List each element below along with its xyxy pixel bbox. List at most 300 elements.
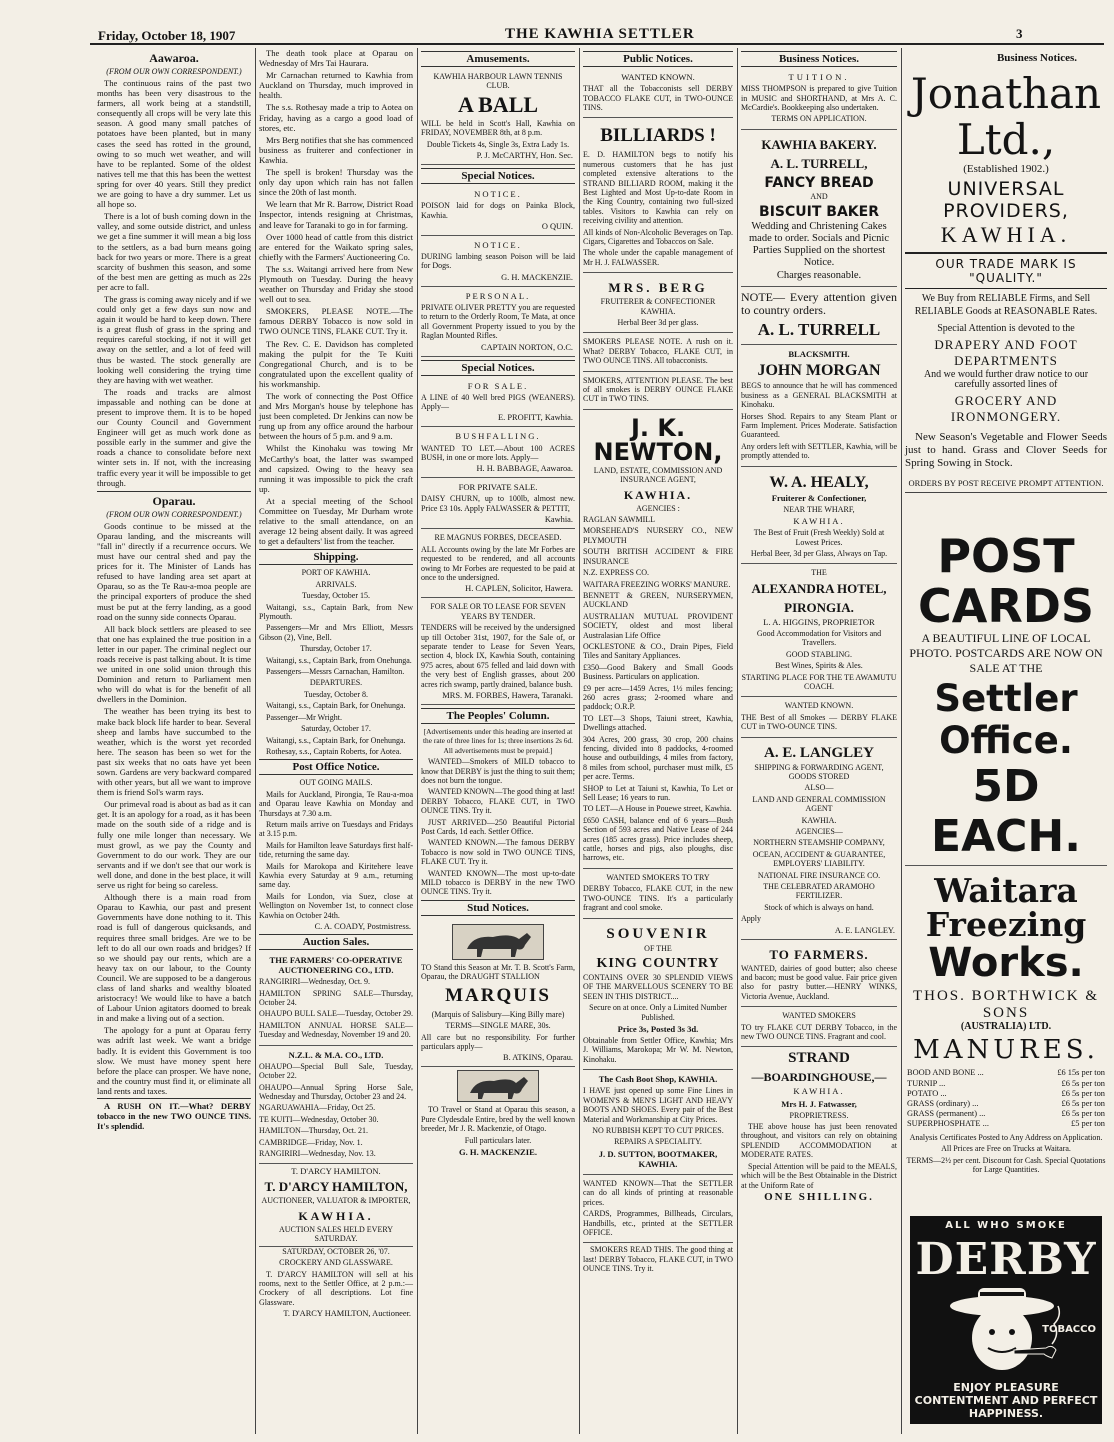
manure-item: POTATO ... [907,1088,947,1098]
table-row [905,1068,1107,1078]
langley-signature: A. E. LANGLEY. [834,925,895,935]
nzl-name: N.Z.L. & M.A. CO., LTD. [288,1049,384,1060]
souvenir-price: Price 3s, Posted 3s 3d. [617,1023,699,1034]
public-notices-heading: Public Notices. [583,51,733,67]
postcards-price: 5D EACH. [931,761,1081,863]
farmers-coop-name: THE FARMERS' CO-OPERATIVE AUCTIONEERING CO., LTD. [269,955,403,976]
fancy-bread: FANCY BREAD [764,174,874,191]
agency-item: WAITARA FREEZING WORKS' MANURE. [583,579,731,589]
borthwick-aus: (AUSTRALIA) LTD. [960,1021,1052,1033]
hotel-wines: Best Wines, Spirits & Ales. [775,661,863,671]
notice-heading: NOTICE. [474,189,522,200]
jonathan-further: And we would further draw notice to our carefully assorted lines of [923,369,1089,391]
private-heading: FOR PRIVATE SALE. [458,482,538,493]
tuition-heading: TUITION. [788,72,850,82]
marquis-stallion-ad [421,919,575,1067]
manure-item: SUPERPHOSPHATE ... [907,1119,989,1129]
agency-item: SOUTH BRITISH ACCIDENT & FIRE INSURANCE [583,547,733,566]
peoples-item: WANTED KNOWN.—The famous DERBY Tobacco is now sold in TWO OUNCE TINS, FLAKE CUT. Try it. [421,838,575,867]
hotel-name: ALEXANDRA HOTEL, [751,580,887,596]
post-office-heading: Post Office Notice. [259,759,413,775]
wanted-smokers-ad-2 [741,1009,897,1047]
smokers-read-ad: SMOKERS READ THIS. The good thing at last! DERBY Tobacco, FLAKE CUT, in TWO OUNCE TINS. Try it. [583,1245,733,1274]
manure-price: £6 15s per ton [1057,1068,1105,1078]
mail-notice: Mails for Marokopa and Kiritehere leave Kawhia every Saturday at 9 a.m., returning same day. [259,861,413,890]
billiards-text: E. D. HAMILTON begs to notify his numerous customers that he has just completed extensive alterations to the STRAND BILLIARD ROOM, making it the Best Lighted and Most Up-to-date Room in the King Country, containing two full-sized tables. Visitors to Kawhia can rely on receiving civility and attention. [583,150,733,226]
langley-land: LAND AND GENERAL COMMISSION AGENT [752,794,886,814]
derby-tagline: ALL WHO SMOKE [945,1220,1067,1231]
lease-tender-ad [421,600,575,705]
forbes-estate-ad [421,531,575,598]
wanted-smokers-ad [583,871,733,919]
hotel-proprietor: L. A. HIGGINS, PROPRIETOR [763,616,875,627]
langley-apply: Apply [741,914,761,924]
table-row [905,1119,1107,1129]
departure-line: Passenger—Mr Wright. [266,712,342,722]
tennis-club: KAWHIA HARBOUR LAWN TENNIS CLUB. [433,72,563,91]
sale-entry: OHAUPO—Annual Spring Horse Sale, Wednesday and Thursday, October 23 and 24. [259,1082,413,1101]
smokers-attention-ad [583,374,733,410]
property-listing: 304 Acres, 200 grass, 30 crop, 200 chains fencing, divided into 8 paddocks, 4-roomed house and outbuildings, 4 miles from factory, 8 miles from school, purchaser must milk, £5 per acre. Terms. [583,734,733,782]
table-row [905,1079,1107,1089]
blacksmith-heading: BLACKSMITH. [788,349,850,360]
borthwick-name: THOS. BORTHWICK & SONS [912,988,1099,1022]
article-paragraph: The apology for a punt at Oparau ferry was adrift last week. We want a bridge badly. It is evident this Government is too slow. We must have money spent here before the place can prosper. We have none, and the country must find it, or eliminate all land rents and taxes. [97,1025,251,1096]
sale-entry: HAMILTON—Thursday, Oct. 21. [259,1126,369,1136]
wanted-known-heading: WANTED KNOWN. [621,72,695,82]
peoples-item: WANTED KNOWN—The most up-to-date MILD tobacco is DERBY in the new TWO OUNCE TINS. Try it. [421,868,575,897]
morgan-name: JOHN MORGAN [757,362,881,380]
strand-title: STRAND [788,1050,850,1067]
amusements-heading: Amusements. [421,51,575,67]
lease-heading: FOR SALE OR TO LEASE FOR SEVEN YEARS BY TENDER. [430,602,566,621]
table-row [905,1099,1107,1109]
property-listing: TO LET—A House in Pouewe street, Kawhia. [583,804,732,814]
mail-notice: Mails for Auckland, Pirongia, Te Rau-a-moa and Oparau leave Kawhia on Monday and Thursdays at 7.30 a.m. [259,789,413,818]
healy-fruit: The Best of Fruit (Fresh Weekly) Sold at Lowest Prices. [753,528,885,547]
hamilton-name: T. D'ARCY HAMILTON, [264,1179,408,1195]
manure-item: GRASS (ordinary) ... [907,1099,979,1109]
wanted-smokers-heading: WANTED SMOKERS TO TRY [606,872,710,882]
lambing-notice [421,238,575,287]
hamilton-every: AUCTION SALES HELD EVERY SATURDAY. [279,1224,393,1244]
stud-care: All care but no responsibility. For further particulars apply— [421,1032,575,1051]
lease-text: TENDERS will be received by the undersigned up till October 31st, 1907, for the Sale of, or separate tender to Lease for Seven Years, section 4, block IX, Kawhia South, containing 975 acres, about 675 felled and laid down with the very best of English grasses, about 200 acres rich swamp, partly drained, balance bush. [421,623,575,689]
printing-cards: CARDS, Programmes, Billheads, Circulars, Handbills, etc., printed at the SETTLER OFFICE. [583,1209,733,1237]
langley-agency: NATIONAL FIRE INSURANCE CO. [757,870,881,880]
farmers-coop-ad [259,953,413,1046]
aawaroa-article [97,78,251,488]
mail-notice: Return mails arrive on Tuesdays and Fridays at 3.15 p.m. [259,819,413,839]
peoples-item: WANTED KNOWN—The good thing at last! DERBY Tobacco, FLAKE CUT, in TWO OUNCE TINS. Try it. [421,787,575,816]
news-item: We learn that Mr R. Barrow, District Road Inspector, intends resigning at Christmas, and leave for Taranaki to go in for farming. [259,199,413,230]
billiards-title: BILLIARDS ! [600,125,716,147]
newspaper-title: THE KAWHIA SETTLER [505,26,695,42]
manure-item: GRASS (permanent) ... [907,1109,986,1119]
departure-line: Saturday, October 17. [301,724,371,734]
notice-signature: O QUIN. [541,221,573,231]
bushfalling-ad [421,429,575,478]
morgan-text: BEGS to announce that he will has commenced business as a GENERAL BLACKSMITH at Kinohaku. [741,381,897,410]
turrell-name-large: A. L. TURRELL [757,320,881,340]
news-item: At a special meeting of the School Committee on Tuesday, Mr Durham wrote relative to the small attendance, on an average 12 being absent daily. It was agreed to get a defaulters' list from the teacher. [259,495,413,547]
table-row [905,1109,1107,1119]
special-notices-heading: Special Notices. [421,360,575,376]
newton-sub: LAND, ESTATE, COMMISSION AND INSURANCE AGENT, [593,465,723,485]
forsale-heading: FOR SALE. [467,380,529,391]
derby-brand: DERBY [915,1234,1097,1285]
turrell-note: NOTE— Every attention given to country orders. [741,290,897,318]
agency-item: RAGLAN SAWMILL [583,515,656,525]
wanted-known-text: THE Best of all Smokes — DERBY FLAKE CUT in TWO-OUNCE TINS. [741,712,897,732]
manure-price: £6 5s per ton [1061,1078,1105,1088]
stud-notices-heading: Stud Notices. [421,900,575,916]
printing-wanted: WANTED KNOWN—That the SETTLER can do all kinds of printing at reasonable prices. [583,1178,733,1207]
manure-analysis: Analysis Certificates Posted to Any Address on Application. [909,1132,1103,1142]
bakery-charges: Charges reasonable. [776,270,862,282]
personal-heading: PERSONAL. [465,290,531,301]
horse-illustration [457,1070,539,1102]
property-listing: £9 per acre—1459 Acres, 1½ miles fencing; 260 acres grass; 2-roomed whare and paddock; O.R.P. [583,683,733,712]
strand-proprietress: PROPRIETRESS. [789,1110,849,1120]
jonathan-ltd-ad [905,71,1107,493]
strand-text: THE above house has just been renovated throughout, and visitors can rely on obtaining SPLENDID ACCOMMODATION at MODERATE RATES. [741,1122,897,1160]
article-paragraph: Goods continue to be missed at the Oparau landing, and the miscreants will "fall in" directly if a recurrence occurs. We must have our central shed and pay the prices for it. The Minister of Lands has refused to have landing area set apart at Oparau, so as the Te Rau-a-moa people are the principal exporters of produce the shed must be put at the ferry landing, as a good road on the sunny side connects Oparau. [97,520,251,622]
business-notices-heading: Business Notices. [996,52,1077,64]
manures-title: MANURES. [913,1035,1099,1066]
agency-item: MORSEHEAD'S NURSERY CO., NEW PLYMOUTH [583,526,733,545]
private-signature: Kawhia. [544,515,573,525]
ball-text: WILL be held in Scott's Hall, Kawhia on FRIDAY, NOVEMBER 8th, at 8 p.m. [421,118,575,138]
jonathan-established: (Established 1902.) [963,163,1049,175]
souvenir-text: CONTAINS OVER 30 SPLENDID VIEWS OF THE MARVELLOUS SCENERY TO BE SEEN IN THIS DISTRICT.... [583,972,733,1001]
morgan-blacksmith-ad [741,347,897,466]
departure-line: Tuesday, October 8. [303,689,369,699]
personal-text: PRIVATE OLIVER PRETTY you are requested to return to the Orderly Room, Te Mata, at once all Government Property issued to you by the Raglan Mounted Rifles. [421,302,575,341]
poison-notice [421,187,575,236]
stallion-name: MARQUIS [445,984,551,1006]
column-business-notices [738,48,900,1434]
personal-notice [421,289,575,357]
shipping-line: Waitangi, s.s., Captain Bark, from Onehunga. [266,655,412,665]
peoples-item: WANTED—Smokers of MILD tobacco to know that DERBY is just the thing to suit them; does not burn the tongue. [421,757,575,785]
hamilton-town: KAWHIA. [298,1208,374,1223]
jonathan-universal: UNIVERSAL PROVIDERS, [943,178,1069,222]
langley-agency: OCEAN, ACCIDENT & GUARANTEE, EMPLOYERS' LIABILITY. [752,849,886,869]
berg-ad [583,275,733,333]
post-office-sub: OUT GOING MAILS. [299,778,373,788]
strand-town: KAWHIA. [793,1086,845,1097]
waitara-freezing-ad [905,871,1107,1174]
departure-line: Waitangi, s.s., Captain Bark, for Onehunga. [266,735,406,745]
turrell-name: A. L. TURRELL, [770,155,868,171]
jonathan-buy: We Buy from RELIABLE Firms, and Sell RELIABLE Goods at REASONABLE Rates. [914,293,1098,317]
healy-near: NEAR THE WHARF, [783,504,855,514]
news-item: The s.s. Waitangi arrived here from New Plymouth on Tuesday. During the heavy weather on Thursday and Friday she stood well out to sea. [259,263,413,305]
jonathan-grocery: GROCERY AND IRONMONGERY. [950,393,1062,425]
manure-price-table [905,1068,1107,1129]
shipping-line: Waitangi, s.s., Captain Bark, from New Plymouth. [259,602,413,622]
derby-wanted-known-2 [741,699,897,737]
to-farmers-ad [741,942,897,1008]
hamilton-top: T. D'ARCY HAMILTON. [291,1166,381,1177]
article-paragraph: The weather has been trying its best to make back block life harder to bear. Several sheep and lambs have succumbed to the weather, which is the worst yet recorded here. The season has been so wet for the past six weeks that no oats have yet been sown. Gardens are very backward compared with other years, but all we want to improve them is friend Sol's warm rays. [97,706,251,798]
manure-item: BOOD AND BONE ... [907,1068,984,1078]
derby-slogan: ENJOY PLEASURE CONTENTMENT AND PERFECT HAPPINESS. [914,1381,1098,1420]
column-amusements-notices [418,48,578,1434]
to-farmers-heading: TO FARMERS. [769,946,869,962]
souvenir-title: SOUVENIR [606,925,710,942]
hotel-stabling: GOOD STABLING. [785,649,853,659]
clydesdale-ad [421,1070,575,1157]
news-item: SMOKERS, PLEASE NOTE.—The famous DERBY Tobacco is now sold in TWO OUNCE TINS, FLAKE CUT. Try it. [259,306,413,337]
berg-name: MRS. BERG [608,280,708,296]
langley-agency: NORTHERN STEAMSHIP COMPANY, [753,838,885,848]
wanted-smokers-text: TO try FLAKE CUT DERBY Tobacco, in the new TWO OUNCE TINS. Fragrant and cool. [741,1022,897,1042]
article-paragraph: Although there is a main road from Oparau to Kawhia, our past and present Governments have done nothing to it. This road is full of dangerous quicksands, and requires three small bridges. Are we to be left to do all our own roads and bridges? If so we should pay our rents, which are a heavy tax on our labour, to the County Council. We are supposed to be a dangerous class of land sharks and wealthy bloated aristocracy! We would like to have a batch of Labour Union agitators doomed to break in and make a living out of a section. [97,892,251,1024]
agency-item: OCKLESTONE & CO., Drain Pipes, Field Tiles and Sanitary Appliances. [583,641,733,661]
news-item: The spell is broken! Thursday was the only day upon which rain has not fallen since the 20th of last month. [259,167,413,198]
manure-price: £6 5s per ton [1061,1109,1105,1119]
hotel-accommodation: Good Accommodation for Visitors and Travellers. [756,628,882,648]
forbes-text: ALL Accounts owing by the late Mr Forbes are requested to be rendered, and all accounts owing to Mr Forbes are requested to be paid at once to the undersigned. [421,544,575,582]
shipping-line: Thursday, October 17. [300,644,372,654]
sale-entry: TE KUITI—Wednesday, October 30. [259,1114,379,1124]
auction-heading: Auction Sales. [259,934,413,950]
lease-signature: MRS. M. FORBES, Hawera, Taranaki. [442,690,573,700]
ball-signature: P. J. McCARTHY, Hon. Sec. [476,151,573,161]
oparau-article [97,521,251,1096]
turrell-note-ad [741,289,897,345]
langley-also: ALSO— [804,783,834,793]
newton-name: J. K. NEWTON, [593,413,723,466]
article-paragraph: Our primeval road is about as bad as it can get. It is an apology for a road, as it has been made on the south side of a ridge and is fully one mile longer than necessary. We must growl, as we pay the County and Government to do our work. They are our servants and if we don't see that our work is well done, and done in the best place, it will serve us right for being so careless. [97,799,251,891]
souvenir-obtain: Obtainable from Settler Office, Kawhia; Mrs J. Williams, Marokopa; Mr W. M. Newton, Kinohaku. [583,1036,733,1064]
port-name: PORT OF KAWHIA. [301,568,371,578]
strand-shilling: ONE SHILLING. [764,1190,874,1203]
sale-entry: OHAUPO BULL SALE—Tuesday, October 29. [259,1009,413,1019]
nzl-ad [259,1048,413,1165]
bush-heading: BUSHFALLING. [455,431,541,442]
hamilton-goods: CROCKERY AND GLASSWARE. [279,1258,393,1268]
forsale-text: A LINE of 40 Well bred PIGS (WEANERS). Apply— [421,392,575,412]
waitara-title: Waitara Freezing [925,871,1087,945]
healy-name: W. A. HEALY, [769,473,869,491]
kawhia-bakery-ad [741,132,897,288]
hamilton-auction-ad [259,1166,413,1318]
alexandra-hotel-ad [741,566,897,697]
hamilton-signature: T. D'ARCY HAMILTON, Auctioneer. [283,1309,411,1319]
departure-line: Waitangi, s.s., Captain Bark, for Onehunga. [266,701,406,711]
article-paragraph: The continuous rains of the past two months has been very disastrous to the farmers, all work being at a standstill, consequently all crops will be very late this season. A good many small patches of potatoes have been planted, but in many cases the seed has rotted in the ground, owing to so much wet weather, and will have to be replanted. Some of the oldest natives tell me that this has been the wettest spring for over 40 years. Still they predict we are going to have a dry summer. Let us all hope so. [97,78,251,210]
news-item: Mr Carnachan returned to Kawhia from Auckland on Thursday, much improved in health. [259,70,413,101]
cash-boot-text: I HAVE just opened up some Fine Lines in WOMEN'S & MEN'S LIGHT AND HEAVY BOOTS AND SHOES. Every pair of the Best Material and Workmanship at City Prices. [583,1086,733,1124]
private-sale-ad [421,480,575,529]
mail-notice: Mails for Hamilton leave Saturdays first half-tide, returning the same day. [259,840,413,860]
issue-date: Friday, October 18, 1907 [98,28,236,43]
property-listing: £350—Good Bakery and Small Goods Business. Particulars on application. [583,662,733,682]
souvenir-secure: Secure on at once. Only a Limited Number Published. [589,1003,727,1022]
news-item: Mrs Berg notifies that she has commenced business as fruiterer and confectioner in Kawhia. [259,134,413,165]
langley-name: A. E. LANGLEY [763,744,875,761]
wanted-smokers-text: DERBY Tobacco, FLAKE CUT, in the new TWO-OUNCE TINS. It's a particularly fragrant and cool smoke. [583,884,733,913]
wanted-smokers-heading: WANTED SMOKERS [782,1011,856,1021]
printing-ad [583,1177,733,1243]
postcards-title: POST CARDS [917,529,1095,634]
tuition-terms: TERMS ON APPLICATION. [771,114,867,124]
notice-text: DURING lambing season Poison will be laid for Dogs. [421,252,575,271]
shipping-heading: Shipping. [259,549,413,565]
sale-entry: OHAUPO—Special Bull Sale, Tuesday, October 22. [259,1061,413,1081]
tennis-ball-ad [421,70,575,165]
langley-stock: Stock of which is always on hand. [764,902,874,912]
agencies-heading: AGENCIES : [636,503,680,513]
jonathan-name: Jonathan Ltd., [910,69,1102,164]
hamilton-date: SATURDAY, OCTOBER 26, '07. [259,1246,413,1256]
aawaroa-heading: Aawaroa. [149,51,199,65]
derby-rush-notice: A RUSH ON IT.—What? DERBY tobacco in the new TWO OUNCE TINS. It's splendid. [97,1098,251,1131]
forsale-signature: E. PROFITT, Kawhia. [498,413,573,423]
manure-item: TURNIP ... [907,1078,946,1088]
jonathan-trade-mark: OUR TRADE MARK IS "QUALITY." [905,252,1107,289]
tuition-ad [741,70,897,130]
souvenir-ad [583,921,733,1071]
strand-proprietor: Mrs H. J. Fatwasser, [781,1098,857,1109]
derby-tobacco-ad [910,1216,1102,1424]
cash-boot-repairs: REPAIRS A SPECIALITY. [614,1137,702,1147]
souvenir-of: OF THE [644,943,672,953]
departures-label: DEPARTURES. [309,678,363,688]
news-item: The Rev. C. E. Davidson has completed making the pulpit for the Te Kuiti Congregational Church, and is to be congratulated upon the excellent quality of his workmanship. [259,338,413,389]
cash-boot-heading: The Cash Boot Shop, KAWHIA. [598,1074,718,1085]
smokers-text: SMOKERS, ATTENTION PLEASE. The best of all smokes is DERBY OUNCE FLAKE CUT in TWO TINS. [583,375,733,404]
article-paragraph: The grass is coming away nicely and if we could only get a few days sun now and again it would be hard to keep down. There is a great flush of grass in the spring and requires careful stocking, if not it will get away on the settler, and a lot of feed will thus be wasted. The stock generally are looking well considering the trying time they are having with wet weather. [97,293,251,385]
newton-town: KAWHIA. [623,487,693,502]
and-word: AND [810,191,828,201]
manure-price: £6 5s per ton [1061,1099,1105,1109]
cash-boot-shop-ad [583,1072,733,1175]
agency-item: N.Z. EXPRESS CO. [583,568,650,578]
peoples-column-note: [Advertisements under this heading are inserted at the rate of three lines for 1s; three insertions 2s 6d. All advertisements must be prepaid.] [422,726,574,755]
news-item: The s.s. Rothesay made a trip to Aotea on Friday, having as a cargo a good load of stores, etc. [259,102,413,133]
healy-beer: Herbal Beer, 3d per Glass, Always on Tap. [750,548,888,558]
postcards-line: A BEAUTIFUL LINE OF LOCAL PHOTO. POSTCARDS ARE NOW ON SALE AT THE [909,631,1103,676]
private-text: DAISY CHURN, up to 100lb, almost new. Price £3 10s. Apply FALWASSER & PETTIT, [421,494,575,513]
stud-text: TO Stand this Season at Mr. T. B. Scott's Farm, Oparau, the DRAUGHT STALLION [421,962,575,982]
hotel-coach: STARTING PLACE FOR THE TE AWAMUTU COACH. [741,672,897,691]
sale-entry: HAMILTON SPRING SALE—Thursday, October 24. [259,988,413,1007]
healy-ad [741,469,897,565]
langley-agencies-label: AGENCIES— [795,826,843,836]
article-paragraph: There is a lot of bush coming down in the valley, and some outside district, and unless we get a fine summer it will mean a big loss to the settlers, as a bad burn means going back for two years or more. There is a great scarcity of bushmen this season, and some of the best men are getting as much as 22s per acre to fall. [97,211,251,292]
newton-agent-ad [583,412,733,869]
cash-boot-rubbish: NO RUBBISH KEPT TO CUT PRICES. [592,1125,724,1135]
jonathan-town: KAWHIA. [940,222,1072,247]
sale-entry: NGARUAWAHIA—Friday, Oct 25. [259,1103,376,1113]
aawaroa-byline: (FROM OUR OWN CORRESPONDENT.) [106,67,242,76]
arrivals-label: ARRIVALS. [315,579,357,589]
bush-text: WANTED TO LET.—About 100 ACRES BUSH, in one or more lots. Apply— [421,443,575,462]
masthead [0,0,1114,46]
bakery-title: KAWHIA BAKERY. [761,136,877,152]
stud2-full: Full particulars later. [464,1135,532,1145]
works-title: Works. [928,940,1084,987]
forbes-signature: H. CAPLEN, Solicitor, Hawera. [465,584,573,594]
langley-town: KAWHIA. [801,815,837,825]
hamilton-role: AUCTIONEER, VALUATOR & IMPORTER, [261,1196,411,1206]
manure-price: £5 per ton [1071,1119,1105,1129]
shipping-line: Tuesday, October 15. [301,591,371,601]
billiards-management: The whole under the capable management of Mr H. J. FALWASSER. [583,248,733,267]
forbes-heading: RE MAGNUS FORBES, DECEASED. [434,533,562,543]
morgan-orders: Any orders left with SETTLER, Kawhia, will be promptly attended to. [741,441,897,461]
column-local-shipping-auctions [256,48,416,1434]
hotel-town: PIRONGIA. [784,599,854,615]
manure-price: £6 5s per ton [1061,1088,1105,1098]
mail-notice: Mails for London, via Suez, close at Wellington on November 1st, to connect close Kawhia on October 24th. [259,891,413,920]
strand-special: Special Attention will be paid to the MEALS, which will be the Best Obtainable in the District at the Uniform Rate of [741,1161,897,1190]
property-listing: £650 CASH, balance end of 6 years—Bush Section of 593 acres and Native Lease of 244 acres (185 acres grass). Price includes sheep, cattle, horses and pigs, also ploughs, disc harrows, etc. [583,815,733,863]
special-notices-heading: Special Notices. [421,168,575,184]
notice-heading: NOTICE. [474,239,522,250]
smoker-portrait [910,1286,1102,1386]
faded-text-area [905,495,1107,523]
morgan-horses: Horses Shod. Repairs to any Steam Plant or Farm Implement. Prices Moderate. Satisfaction Guaranteed. [741,411,897,440]
jonathan-orders: ORDERS BY POST RECEIVE PROMPT ATTENTION. [905,478,1107,493]
bakery-text: Wedding and Christening Cakes made to order. Socials and Picnic Parties Supplied on the shortest Notice. [749,221,889,269]
news-item: The death took place at Oparau on Wednesday of Mrs Tai Haurara. [259,48,413,69]
local-news [259,48,413,546]
property-listing: SHOP to Let at Taiuni st, Kawhia, To Let or Sell Lease; 16 years to run. [583,783,733,803]
peoples-item: JUST ARRIVED—250 Beautiful Pictorial Post Cards, 1d each. Settler Office. [421,817,575,837]
boardinghouse-title: —BOARDINGHOUSE,— [751,1070,887,1085]
wanted-known-heading: WANTED KNOWN. [784,701,854,711]
souvenir-king-country: KING COUNTRY [596,955,720,971]
personal-signature: CAPTAIN NORTON, O.C. [481,342,573,352]
sale-entry: HAMILTON ANNUAL HORSE SALE—Tuesday and Wednesday, November 19 and 20. [259,1020,413,1040]
column-display-ads [902,48,1110,1434]
strand-boardinghouse-ad [741,1050,897,1202]
jonathan-drapery: DRAPERY AND FOOT DEPARTMENTS [934,337,1078,369]
peoples-column-heading: The Peoples' Column. [421,708,575,724]
page-number: 3 [1016,26,1023,41]
column-public-notices [580,48,736,1434]
langley-role: SHIPPING & FORWARDING AGENT, GOODS STORED [754,762,884,781]
horse-illustration [452,924,544,960]
ball-title: A BALL [457,91,539,117]
postmistress-signature: C. A. COADY, Postmistress. [314,922,411,931]
manure-terms: TERMS—2½ per cent. Discount for Cash. Special Quotations for Large Quantities. [906,1155,1106,1174]
smokers-note-ad [583,335,733,371]
oparau-byline: (FROM OUR OWN CORRESPONDENT.) [106,509,242,519]
stud2-text: TO Travel or Stand at Oparau this season, a Pure Clydesdale Entire, bred by the well known breeder, Mr J. R. Mackenzie, of Otago. [421,1105,575,1134]
billiards-beverages: All kinds of Non-Alcoholic Beverages on Tap. Cigars, Cigarettes and Tobaccos on Sale. [583,227,733,246]
notice-text: POISON laid for dogs on Painka Block, Kawhia. [421,201,575,220]
sale-entry: CAMBRIDGE—Friday, Nov. 1. [259,1137,363,1147]
berg-role: FRUITERER & CONFECTIONER KAWHIA. [600,297,716,316]
sale-entry: RANGIRIRI—Wednesday, Oct. 9. [259,977,371,987]
tuition-text: MISS THOMPSON is prepared to give Tuition in MUSIC and SHORTHAND, at Mrs A. C. McCardie's. Bookkeeping also undertaken. [741,84,897,112]
stud2-signature: G. H. MACKENZIE. [458,1146,538,1157]
jonathan-seeds: New Season's Vegetable and Flower Seeds just to hand. Grass and Clover Seeds for Spring Sowing in Stock. [905,431,1107,470]
masthead-rule [90,43,1104,45]
property-listing: TO LET—3 Shops, Taiuni street, Kawhia, Dwellings attached. [583,713,733,733]
article-paragraph: All back block settlers are pleased to see that one has explained the true position in a letter in our paper. The criminal neglect our roads receive is past talking about. It is time we united in one solid union through this Dominion and return to Parliament men who will do what is for the benefit of all dwellers in the Dominion. [97,623,251,705]
column-news-district [94,48,254,1434]
stallion-pedigree: (Marquis of Salisbury—King Billy mare) [431,1009,565,1019]
agency-item: BENNETT & GREEN, NURSERYMEN, AUCKLAND [583,590,733,610]
derby-tobacco-label: TOBACCO [1042,1324,1096,1335]
